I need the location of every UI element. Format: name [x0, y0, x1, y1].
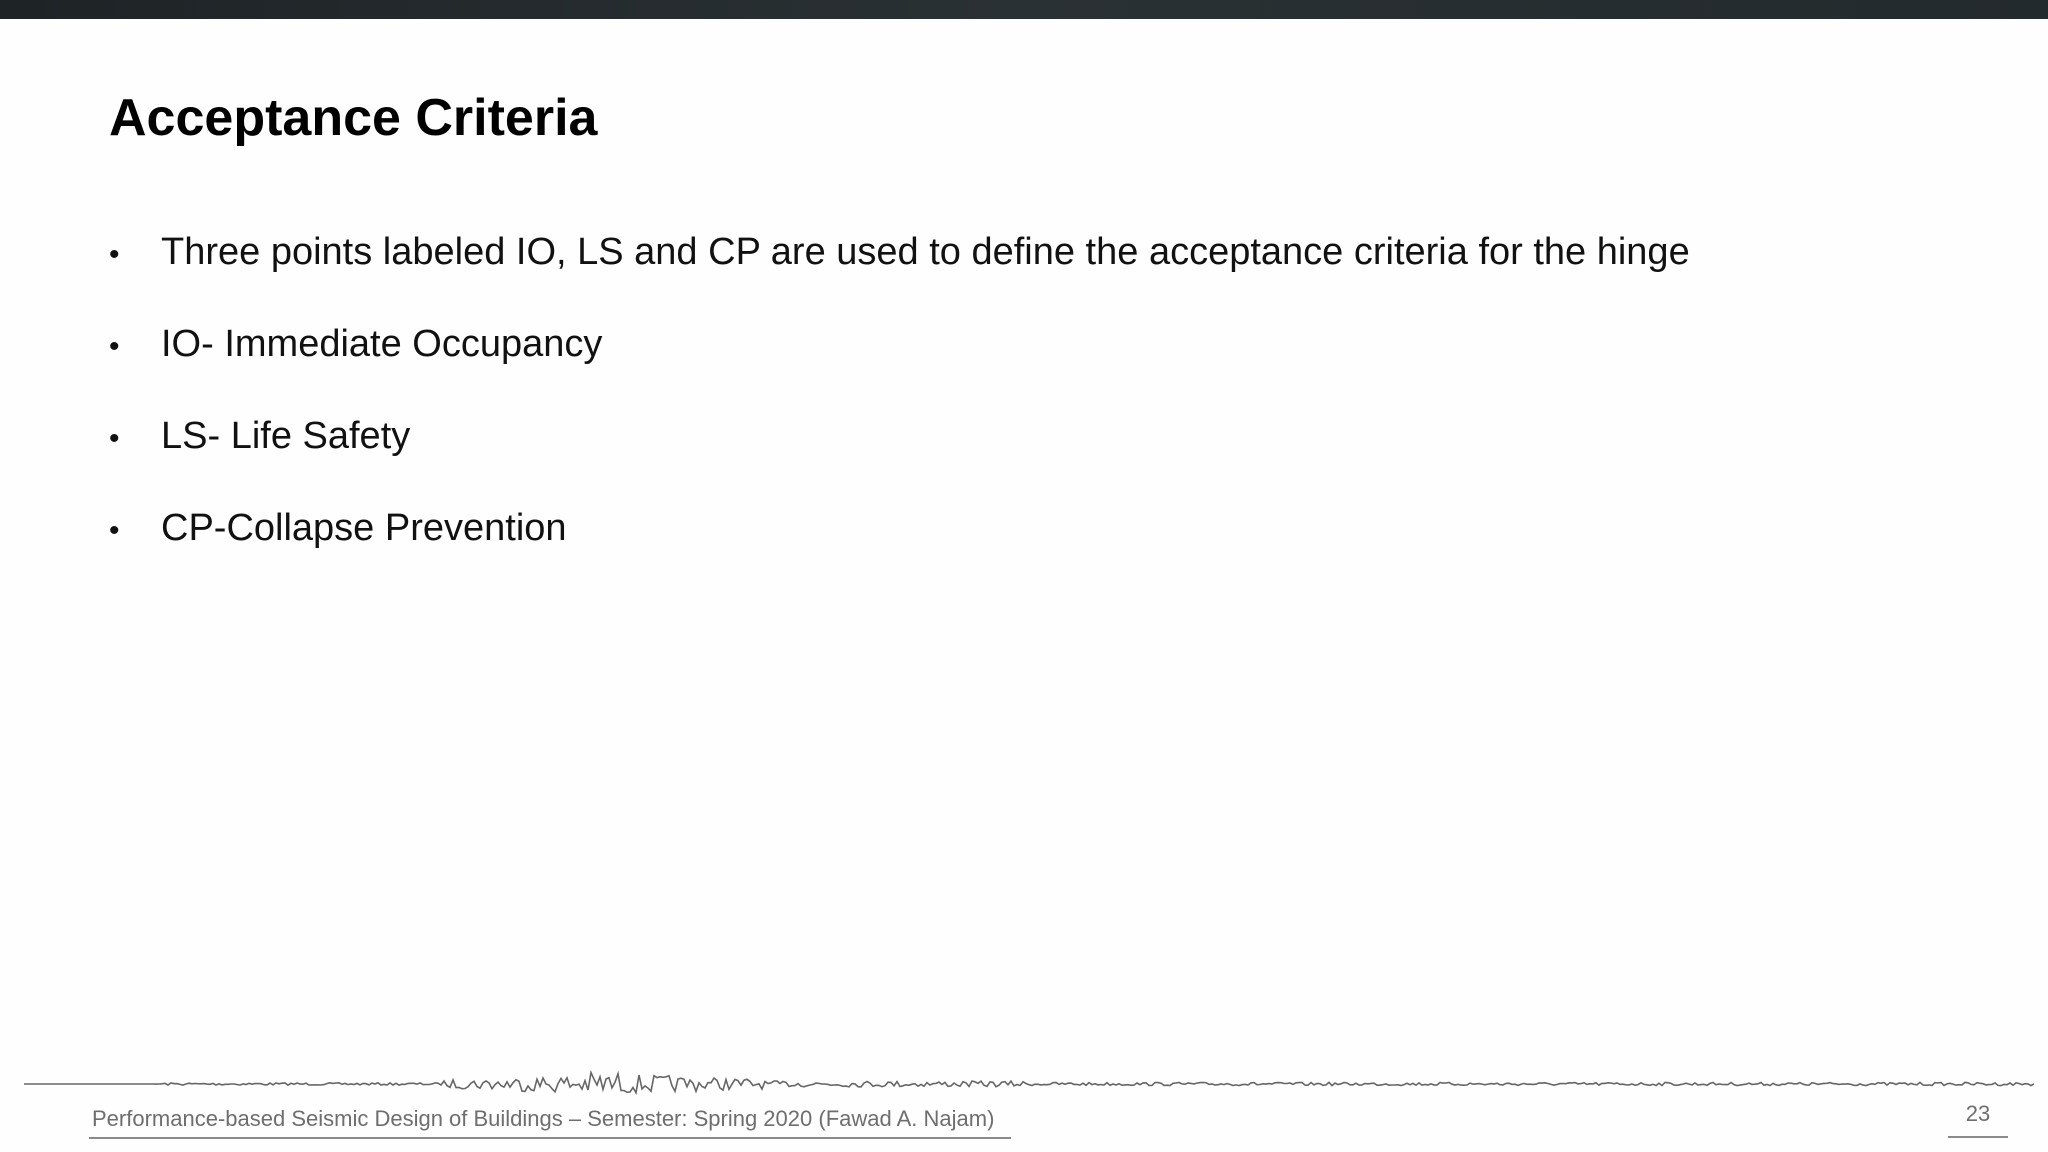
bullet-list: [109, 222, 1690, 590]
window-top-bar: [0, 0, 2048, 19]
bullet-icon: •: [109, 514, 120, 547]
bullet-item: [109, 314, 1690, 406]
bullet-icon: •: [109, 238, 120, 271]
page-number-divider: [1948, 1136, 2008, 1138]
bullet-text: Three points labeled IO, LS and CP are used to define the acceptance criteria for the hinge: [161, 231, 1690, 273]
seismic-waveform-icon: [24, 1060, 2034, 1104]
bullet-item: [109, 222, 1690, 314]
bullet-icon: •: [109, 422, 120, 455]
bullet-text: LS- Life Safety: [161, 415, 411, 457]
footer-divider: [89, 1137, 1011, 1139]
bullet-text: IO- Immediate Occupancy: [161, 323, 603, 365]
bullet-icon: •: [109, 330, 120, 363]
bullet-item: [109, 498, 1690, 590]
slide-title: Acceptance Criteria: [109, 89, 598, 147]
page-number: 23: [1965, 1101, 1991, 1126]
bullet-text: CP-Collapse Prevention: [161, 507, 567, 549]
bullet-item: [109, 406, 1690, 498]
footer-course-info: Performance-based Seismic Design of Buildings – Semester: Spring 2020 (Fawad A. Najam): [92, 1106, 995, 1131]
